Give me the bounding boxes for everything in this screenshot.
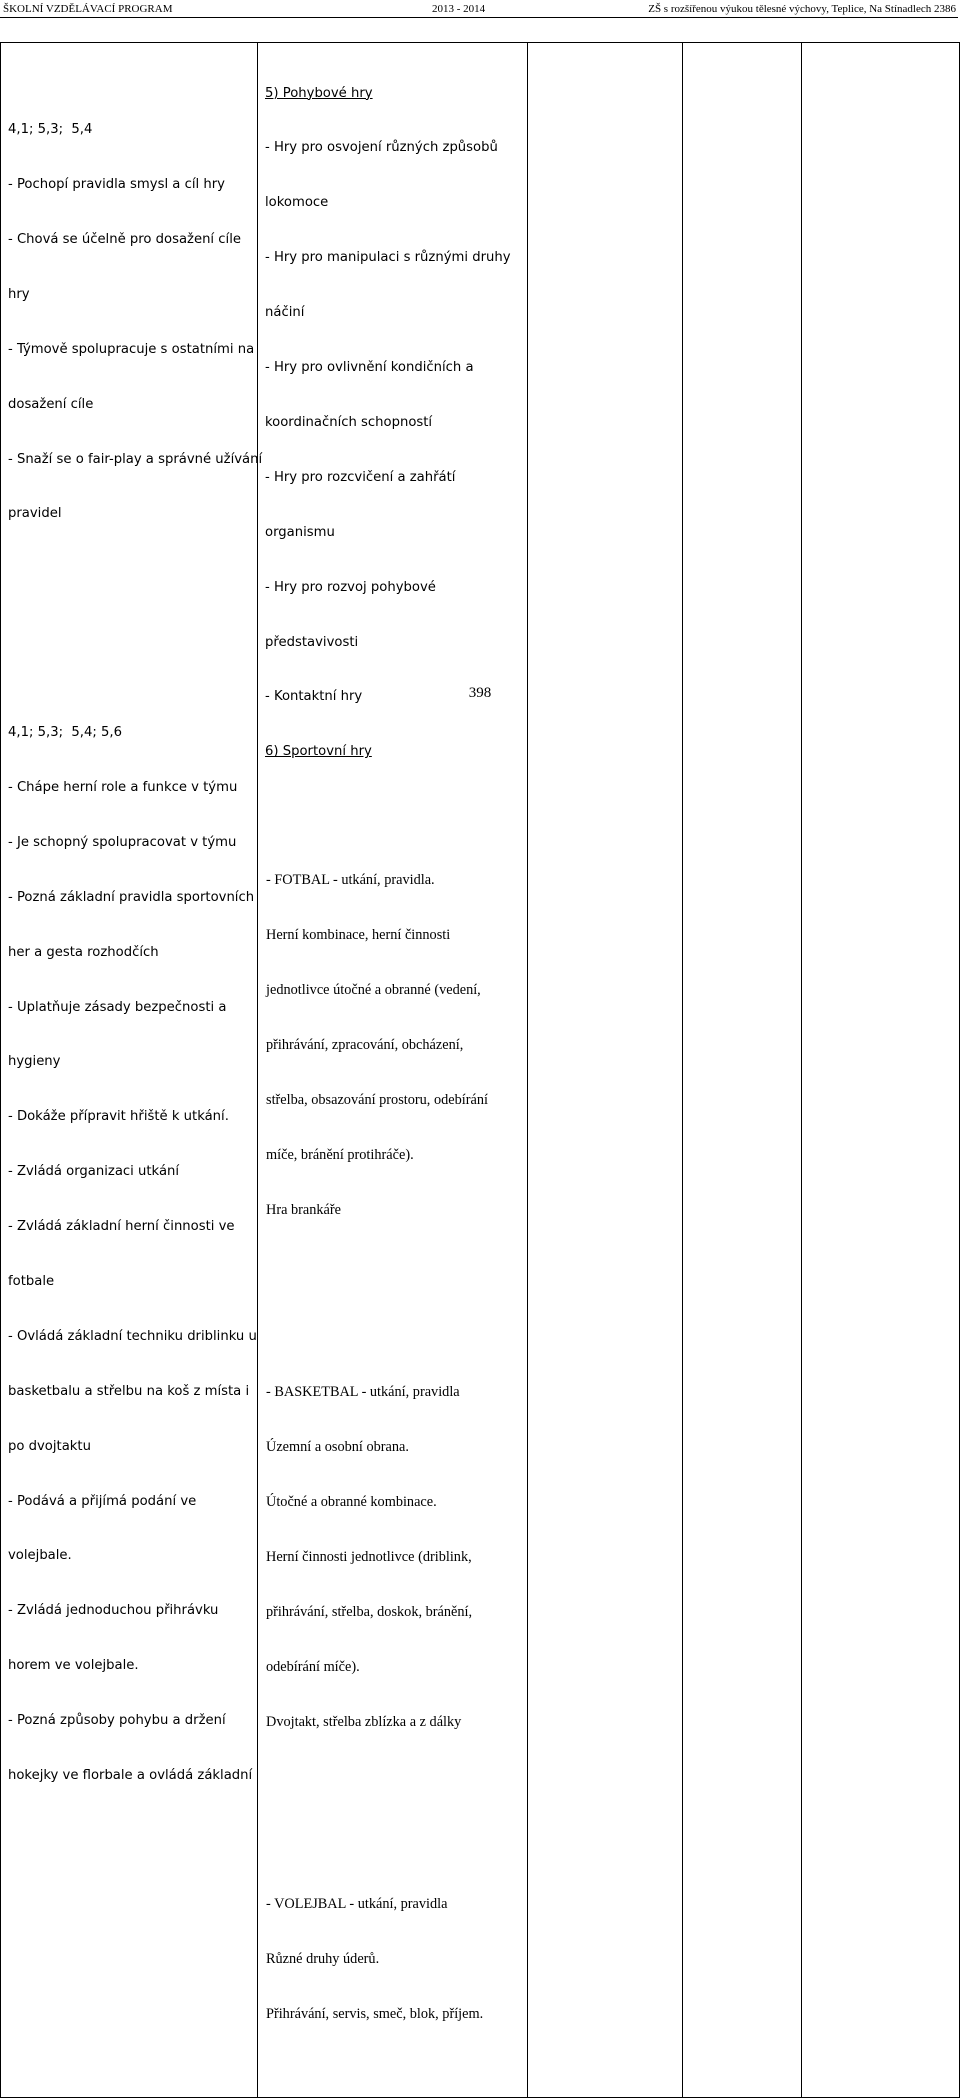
- text-line: - Zvládá jednoduchou přihrávku: [8, 1603, 219, 1619]
- text-line: Dvojtakt, střelba zblízka a z dálky: [266, 1713, 462, 1730]
- text-line: - Zvládá základní herní činnosti ve: [8, 1219, 235, 1235]
- section-5-title: 5) Pohybové hry: [265, 85, 373, 101]
- text-line: přihrávání, střelba, doskok, bránění,: [266, 1603, 473, 1620]
- header-divider: [0, 17, 958, 18]
- school-name: ZŠ s rozšířenou výukou tělesné výchovy, Teplice, Na Stínadlech 2386: [648, 3, 956, 15]
- text-line: hokejky ve florbale a ovládá základní: [8, 1768, 253, 1784]
- text-line: - Chová se účelně pro dosažení cíle: [8, 231, 241, 247]
- text-line: náčiní: [265, 305, 305, 321]
- text-line: basketbalu a střelbu na koš z místa i: [8, 1383, 250, 1399]
- text-line: - VOLEJBAL - utkání, pravidla: [266, 1896, 448, 1913]
- block-spacer: [266, 1292, 527, 1310]
- text-line: střelba, obsazování prostoru, odebírání: [266, 1091, 488, 1108]
- section-6: [258, 798, 527, 2096]
- block-spacer: [266, 1804, 527, 1822]
- text-line: horem ve volejbale.: [8, 1658, 139, 1674]
- text-line: - Pochopí pravidla smysl a cíl hry: [8, 177, 225, 193]
- block-spacer: [8, 597, 257, 651]
- text-line: fotbale: [8, 1274, 55, 1289]
- curriculum-table: [0, 42, 960, 2098]
- text-line: Útočné a obranné kombinace.: [266, 1494, 437, 1511]
- text-line: - FOTBAL - utkání, pravidla.: [266, 872, 435, 889]
- text-line: organismu: [265, 524, 335, 540]
- text-line: jednotlivce útočné a obranné (vedení,: [266, 982, 481, 999]
- section-6-title: 6) Sportovní hry: [265, 744, 372, 760]
- page-header: [0, 0, 960, 18]
- text-line: - Pozná způsoby pohybu a držení: [8, 1713, 226, 1729]
- text-line: volejbale.: [8, 1548, 72, 1564]
- text-line: - Hry pro ovlivnění kondičních a: [265, 360, 474, 376]
- text-line: odebírání míče).: [266, 1658, 360, 1675]
- content-cell: [258, 43, 528, 2098]
- text-line: po dvojtaktu: [8, 1438, 91, 1454]
- text-line: míče, bránění protihráče).: [266, 1146, 414, 1163]
- text-line: přihrávání, zpracování, obcházení,: [266, 1037, 464, 1054]
- empty-cell: [683, 43, 802, 2098]
- text-line: hygieny: [8, 1054, 61, 1070]
- text-line: 4,1; 5,3; 5,4: [8, 122, 93, 138]
- school-year: 2013 - 2014: [432, 3, 486, 15]
- outcomes-block-2: [8, 688, 257, 1822]
- outcomes-text: [1, 43, 263, 1859]
- text-line: Herní činnosti jednotlivce (driblink,: [266, 1549, 472, 1566]
- outcomes-cell: [1, 43, 263, 2098]
- text-line: - Hry pro osvojení různých způsobů: [265, 140, 498, 156]
- text-line: Územní a osobní obrana.: [266, 1439, 409, 1456]
- text-line: - Dokáže přípravit hřiště k utkání.: [8, 1109, 229, 1125]
- empty-cell: [528, 43, 683, 2098]
- text-line: hry: [8, 286, 30, 302]
- text-line: - Kontaktní hry: [265, 689, 363, 705]
- empty-cell: [802, 43, 960, 2098]
- text-line: lokomoce: [265, 195, 329, 211]
- outcomes-block-1: [8, 85, 263, 561]
- content-text: [258, 43, 527, 2097]
- text-line: - Hry pro rozvoj pohybové: [265, 579, 436, 595]
- text-line: dosažení cíle: [8, 396, 94, 412]
- text-line: pravidel: [8, 506, 62, 522]
- text-line: - Hry pro rozcvičení a zahřátí: [265, 469, 456, 485]
- text-line: 4,1; 5,3; 5,4; 5,6: [8, 725, 122, 741]
- text-line: - Ovládá základní techniku driblinku u: [8, 1328, 257, 1344]
- text-line: koordinačních schopností: [265, 414, 433, 430]
- text-line: Přihrávání, servis, smeč, blok, příjem.: [266, 2006, 484, 2023]
- text-line: Hra brankáře: [266, 1201, 342, 1218]
- text-line: - Snaží se o fair-play a správné užívání: [8, 451, 263, 467]
- text-line: - Uplatňuje zásady bezpečnosti a: [8, 999, 227, 1015]
- text-line: Herní kombinace, herní činnosti: [266, 927, 451, 944]
- volleyball-block: [266, 1859, 527, 2060]
- text-line: - Týmově spolupracuje s ostatními na: [8, 341, 255, 357]
- table-row: [1, 43, 960, 2098]
- text-line: představivosti: [265, 634, 359, 650]
- text-line: her a gesta rozhodčích: [8, 944, 159, 960]
- text-line: - Je schopný spolupracovat v týmu: [8, 834, 237, 850]
- text-line: - BASKETBAL - utkání, pravidla: [266, 1384, 460, 1401]
- text-line: - Podává a přijímá podání ve: [8, 1493, 197, 1509]
- football-block: [266, 835, 527, 1256]
- text-line: - Zvládá organizaci utkání: [8, 1164, 180, 1180]
- text-line: Různé druhy úderů.: [266, 1951, 380, 1968]
- basketball-block: [266, 1347, 527, 1768]
- text-line: - Pozná základní pravidla sportovních: [8, 889, 255, 905]
- school-program-title: ŠKOLNÍ VZDĚLÁVACÍ PROGRAM: [3, 3, 173, 15]
- text-line: - Chápe herní role a funkce v týmu: [8, 779, 238, 795]
- text-line: - Hry pro manipulaci s různými druhy: [265, 250, 511, 266]
- page-number: 398: [468, 685, 492, 701]
